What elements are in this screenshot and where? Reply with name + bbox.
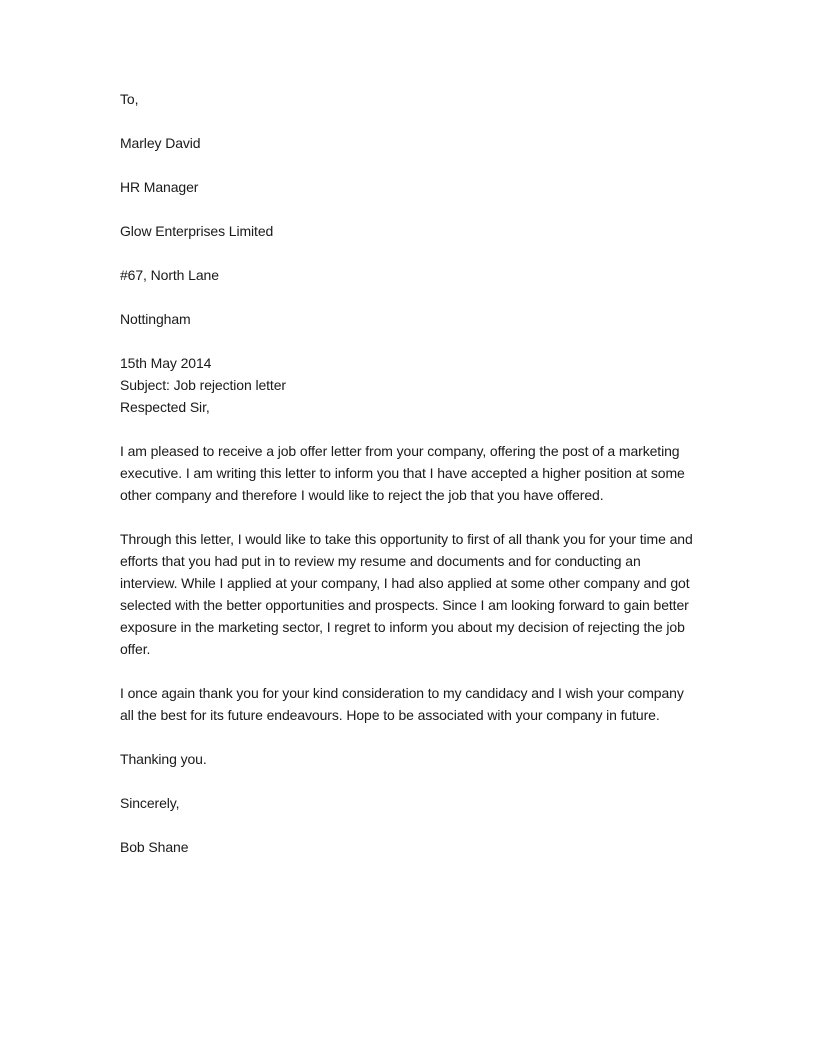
body-paragraph-1: I am pleased to receive a job offer letter from your company, offering the post of a marketing executive. I am writing this letter to inform you that I have accepted a higher position at some other company and therefore I would like to reject the job that you have offered.	[120, 443, 685, 503]
recipient-city: Nottingham	[120, 311, 191, 327]
letter-page	[120, 88, 700, 880]
recipient-address: #67, North Lane	[120, 267, 219, 283]
body-paragraph-2: Through this letter, I would like to take this opportunity to first of all thank you for your time and efforts that you had put in to review my resume and documents and for conducting an interview. While I applied at your company, I had also applied at some other company and got selected with the better opportunities and prospects. Since I am looking forward to gain better exposure in the marketing sector, I regret to inform you about my decision of rejecting the job offer.	[120, 531, 693, 657]
letter-date: 15th May 2014	[120, 355, 212, 371]
to-label: To,	[120, 91, 139, 107]
letter-greeting: Respected Sir,	[120, 399, 210, 415]
recipient-company: Glow Enterprises Limited	[120, 223, 274, 239]
recipient-name: Marley David	[120, 135, 201, 151]
letter-subject: Subject: Job rejection letter	[120, 377, 286, 393]
closing-line: Sincerely,	[120, 795, 180, 811]
body-paragraph-3: I once again thank you for your kind consideration to my candidacy and I wish your company all the best for its future endeavours. Hope to be associated with your company in future.	[120, 685, 684, 723]
thanks-line: Thanking you.	[120, 751, 207, 767]
recipient-title: HR Manager	[120, 179, 199, 195]
sender-name: Bob Shane	[120, 839, 189, 855]
